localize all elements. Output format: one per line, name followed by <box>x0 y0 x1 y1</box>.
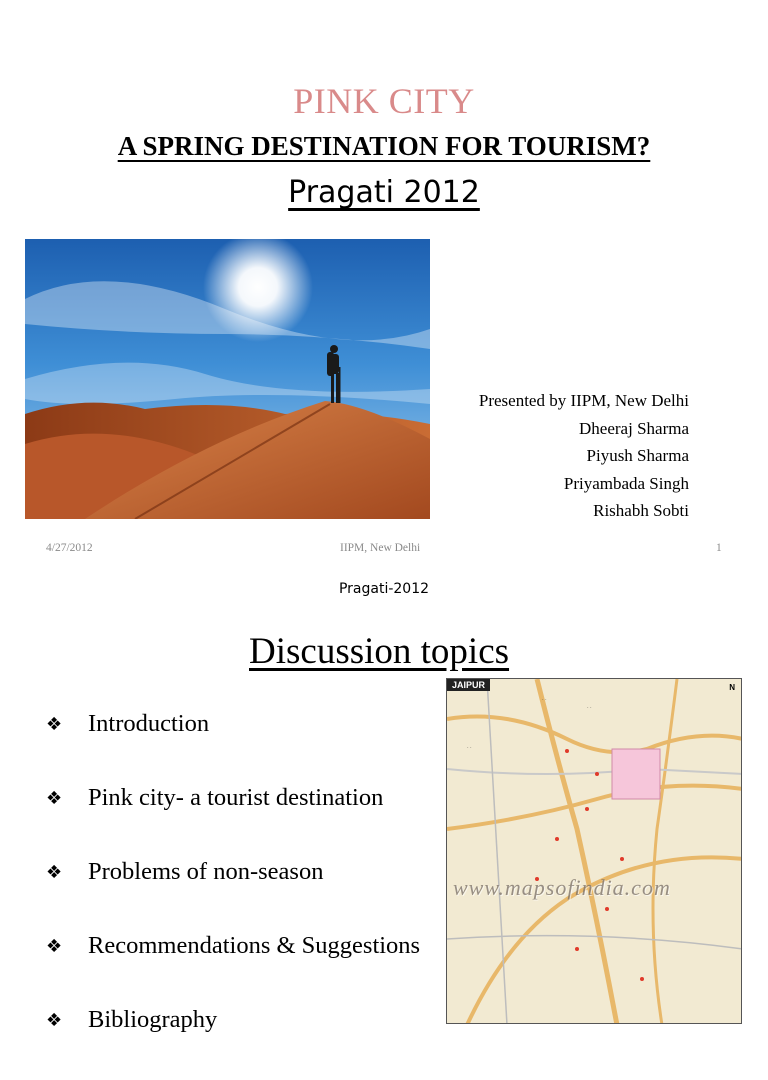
slide-title: PINK CITY <box>293 81 475 121</box>
diamond-bullet-icon: ❖ <box>46 788 63 809</box>
footer-page-number: 1 <box>716 542 722 554</box>
slide-header: Pragati-2012 <box>338 581 430 597</box>
event-name <box>0 175 768 210</box>
diamond-bullet-icon: ❖ <box>46 936 63 957</box>
map-watermark: www.mapsofindia.com <box>453 875 671 900</box>
svg-text:· ·: · · <box>467 745 472 751</box>
presenter-list <box>479 387 689 525</box>
map-graphic <box>447 679 742 1024</box>
presenter-line: Rishabh Sobti <box>593 501 689 520</box>
subtitle-text: A SPRING DESTINATION FOR TOURISM? <box>117 131 651 161</box>
diamond-bullet-icon: ❖ <box>46 1010 63 1031</box>
svg-text:· ·: · · <box>587 705 592 711</box>
slide-subtitle <box>0 131 768 162</box>
topic-label: Introduction <box>88 710 210 737</box>
topic-label: Problems of non-season <box>88 858 324 885</box>
event-text: Pragati 2012 <box>288 175 480 210</box>
svg-text:· ·: · · <box>542 697 547 703</box>
topic-label: Pink city- a tourist destination <box>88 784 384 811</box>
north-arrow-icon: N <box>729 683 735 692</box>
topic-item <box>46 1006 420 1080</box>
topic-item <box>46 784 420 858</box>
topic-item <box>46 932 420 1006</box>
slide-title: Discussion topics <box>249 631 510 672</box>
topic-label: Bibliography <box>88 1006 218 1033</box>
footer-date: 4/27/2012 <box>46 542 93 554</box>
topic-item <box>46 858 420 932</box>
presenter-line: Piyush Sharma <box>586 446 689 465</box>
jaipur-city-map <box>446 678 742 1024</box>
presenter-line: Dheeraj Sharma <box>579 418 689 438</box>
topic-list <box>46 710 420 1080</box>
presenter-line: Presented by IIPM, New Delhi <box>478 391 689 410</box>
desert-hiker-photo <box>25 239 430 519</box>
footer-org: IIPM, New Delhi <box>340 542 421 554</box>
presenter-line: Priyambada Singh <box>563 473 689 493</box>
topic-item <box>46 710 420 784</box>
map-title: JAIPUR <box>447 679 490 691</box>
topic-label: Recommendations & Suggestions <box>88 932 421 959</box>
diamond-bullet-icon: ❖ <box>46 862 63 883</box>
diamond-bullet-icon: ❖ <box>46 714 63 735</box>
